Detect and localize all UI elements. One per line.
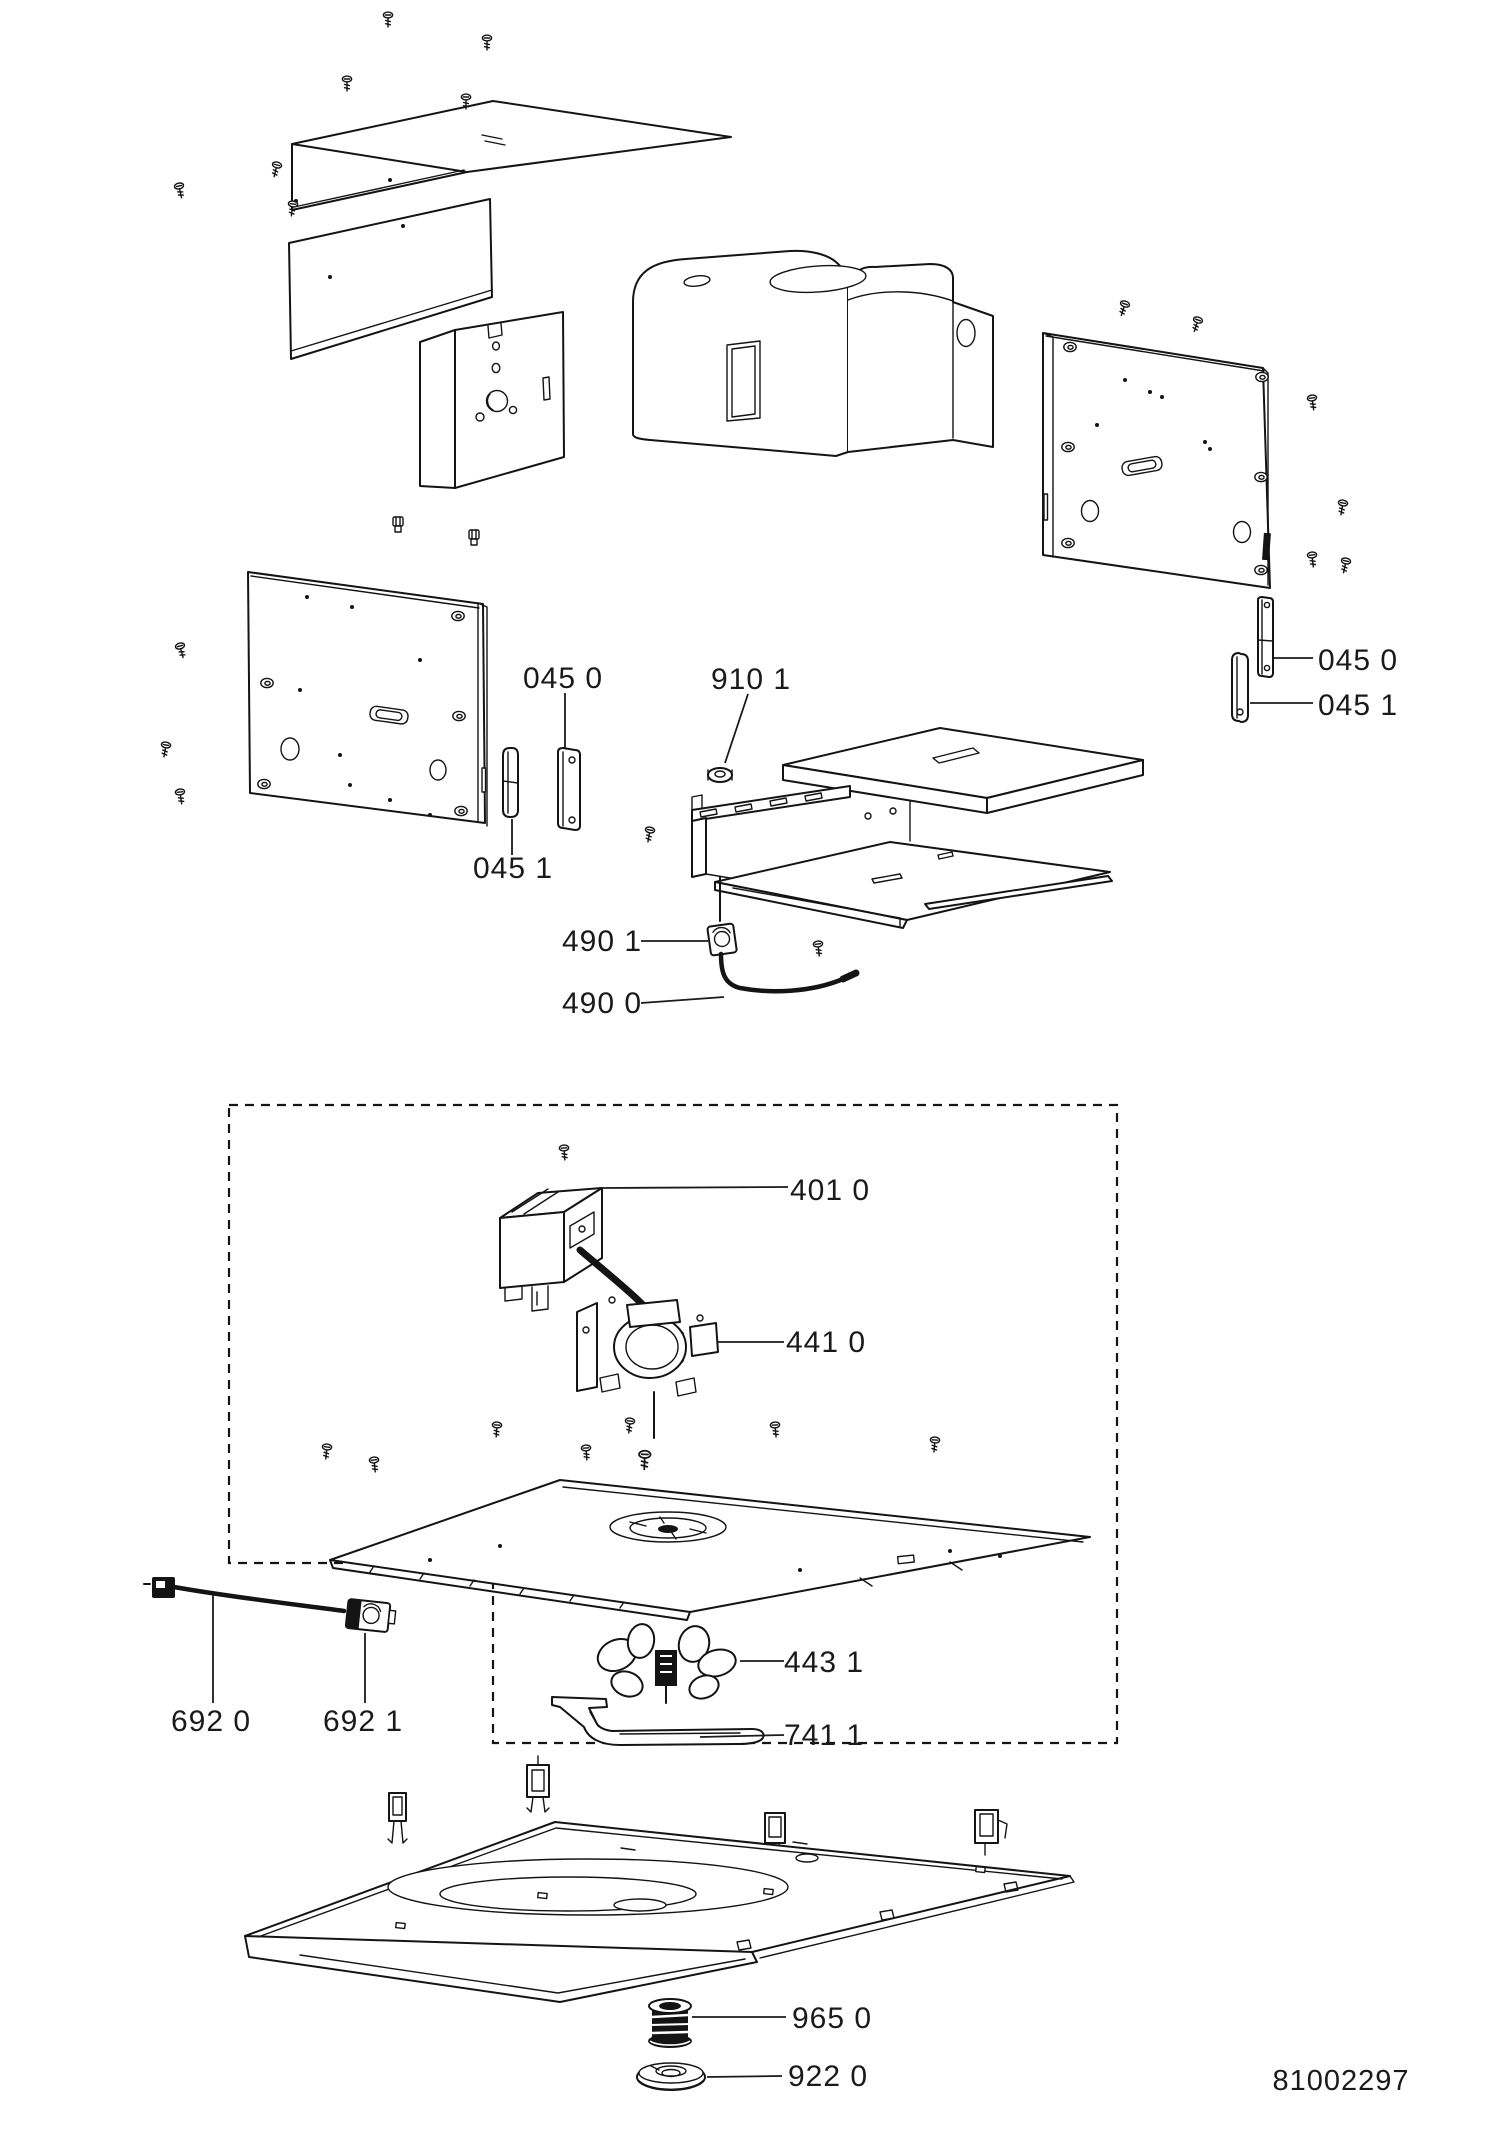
callout-label: 922 0 [788, 2060, 869, 2093]
part-coupler-965 [648, 1999, 692, 2048]
callout-045-0-left [523, 662, 603, 748]
callout-label: 401 0 [789, 1174, 871, 1207]
callout-692-1 [323, 1633, 403, 1738]
clip [388, 1793, 407, 1843]
callout-label: 443 1 [783, 1646, 865, 1679]
document-number: 81002297 [1272, 2065, 1410, 2097]
part-grommet-910-1 [708, 768, 732, 782]
part-base-plate [245, 1822, 1074, 2002]
callout-label: 692 1 [322, 1705, 404, 1738]
callout-label: 741 1 [783, 1719, 865, 1752]
callout-045-1-right [1250, 689, 1398, 722]
part-bracket-741 [552, 1697, 764, 1745]
callout-692-0 [171, 1594, 251, 1738]
callout-045-1-left [473, 819, 553, 885]
part-side-panel-right [1043, 333, 1271, 588]
callout-910-1 [711, 663, 791, 763]
callout-490-1 [562, 925, 708, 958]
part-shelf-top-plate [783, 728, 1143, 813]
callout-label: 045 0 [522, 662, 604, 695]
callout-label: 045 1 [472, 852, 554, 885]
part-magnetron-housing [633, 251, 993, 456]
callout-label: 965 0 [792, 2002, 873, 2035]
part-washer-922 [637, 2063, 705, 2090]
part-fan-blade-443 [593, 1622, 739, 1703]
callout-label: 045 0 [1318, 644, 1399, 677]
callout-922-0 [707, 2060, 868, 2093]
part-bracket-045-1-left [503, 748, 518, 817]
callout-441-0 [718, 1326, 866, 1359]
callout-label: 692 0 [170, 1705, 252, 1738]
part-bracket-045-1-right [1232, 653, 1248, 722]
stray-screw [813, 941, 824, 957]
clip [527, 1756, 549, 1812]
part-shelf-bottom-tray [715, 842, 1112, 928]
callout-443-1 [740, 1646, 864, 1679]
callout-401-0 [603, 1174, 870, 1207]
callout-label: 441 0 [785, 1326, 867, 1359]
part-thermostat-lead-692 [144, 1577, 396, 1633]
part-bracket-045-0-right [1258, 597, 1273, 677]
callout-label: 490 1 [561, 925, 643, 958]
part-side-panel-left [248, 572, 487, 826]
callout-490-0 [562, 987, 724, 1020]
module-dashed-box [229, 1105, 1117, 1743]
part-fan-mount-plate [330, 1480, 1090, 1620]
callout-label: 490 0 [561, 987, 643, 1020]
part-front-panel [420, 312, 564, 488]
part-top-cover [292, 101, 731, 210]
part-fan-motor-441 [577, 1297, 718, 1438]
stray-screw [643, 826, 655, 842]
callout-965-0 [692, 2002, 872, 2035]
callout-label: 045 1 [1318, 689, 1399, 722]
clip [975, 1810, 1007, 1855]
callout-label: 910 1 [710, 663, 792, 696]
callout-045-0-right [1274, 644, 1398, 677]
part-bracket-045-0-left [558, 748, 580, 830]
